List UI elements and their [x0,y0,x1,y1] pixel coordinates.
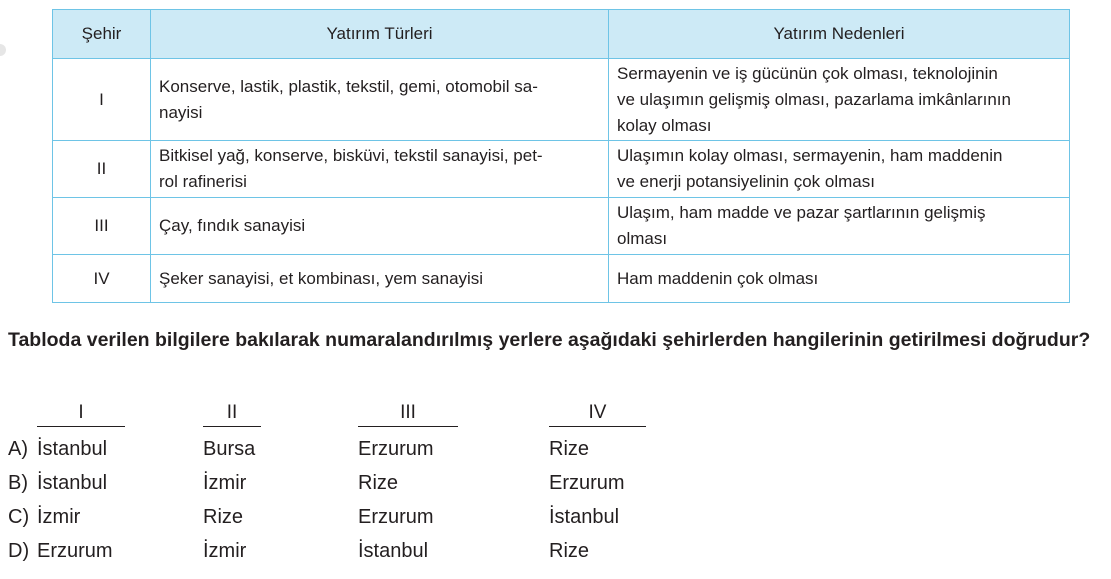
table-row [53,255,1070,303]
option-value: İstanbul [37,472,108,494]
option-value: İstanbul [549,506,620,528]
option-letter: D) [8,540,30,562]
answer-column-header: III [358,400,458,427]
table-header-row [53,10,1070,59]
option-value: Rize [203,506,244,528]
option-value: Rize [549,540,590,562]
question-text: Tabloda verilen bilgilere bakılarak numaralandırılmış yerlere aşağıdaki şehirlerden hangilerinin getirilmesi doğrudur? [8,329,1091,351]
table-row [53,59,1070,141]
types-cell: Konserve, lastik, plastik, tekstil, gemi, otomobil sa- nayisi [151,59,609,141]
option-letter: B) [8,472,28,494]
option-d[interactable] [8,536,708,566]
page-edge-mark [0,44,6,56]
header-city: Şehir [53,10,151,59]
answer-column-header: II [203,400,261,427]
option-value: İzmir [203,472,247,494]
reasons-cell: Sermayenin ve iş gücünün çok olması, teknolojinin ve ulaşımın gelişmiş olması, pazarlama imkânlarının kolay olması [609,59,1070,141]
option-letter: A) [8,438,28,460]
city-cell: I [53,59,151,141]
option-value: İstanbul [37,438,108,460]
header-investment-types: Yatırım Türleri [151,10,609,59]
option-value: İstanbul [358,540,429,562]
option-letter: C) [8,506,30,528]
option-value: Erzurum [358,438,434,460]
types-cell: Çay, fındık sanayisi [151,198,609,255]
option-value: İzmir [37,506,81,528]
option-value: Rize [358,472,399,494]
option-c[interactable] [8,502,708,532]
option-value: Bursa [203,438,256,460]
answer-column-header: IV [549,400,646,427]
table-row [53,198,1070,255]
option-value: İzmir [203,540,247,562]
city-cell: IV [53,255,151,303]
reasons-cell: Ulaşımın kolay olması, sermayenin, ham maddenin ve enerji potansiyelinin çok olması [609,141,1070,198]
answer-column-header: I [37,400,125,427]
option-value: Erzurum [37,540,113,562]
option-b[interactable] [8,468,708,498]
types-cell: Şeker sanayisi, et kombinası, yem sanayisi [151,255,609,303]
reasons-cell: Ham maddenin çok olması [609,255,1070,303]
option-value: Rize [549,438,590,460]
option-value: Erzurum [358,506,434,528]
types-cell: Bitkisel yağ, konserve, bisküvi, tekstil sanayisi, pet- rol rafinerisi [151,141,609,198]
city-cell: II [53,141,151,198]
reasons-cell: Ulaşım, ham madde ve pazar şartlarının gelişmiş olması [609,198,1070,255]
city-cell: III [53,198,151,255]
table-row [53,141,1070,198]
investment-table [52,9,1070,303]
option-value: Erzurum [549,472,625,494]
option-a[interactable] [8,434,708,464]
header-investment-reasons: Yatırım Nedenleri [609,10,1070,59]
